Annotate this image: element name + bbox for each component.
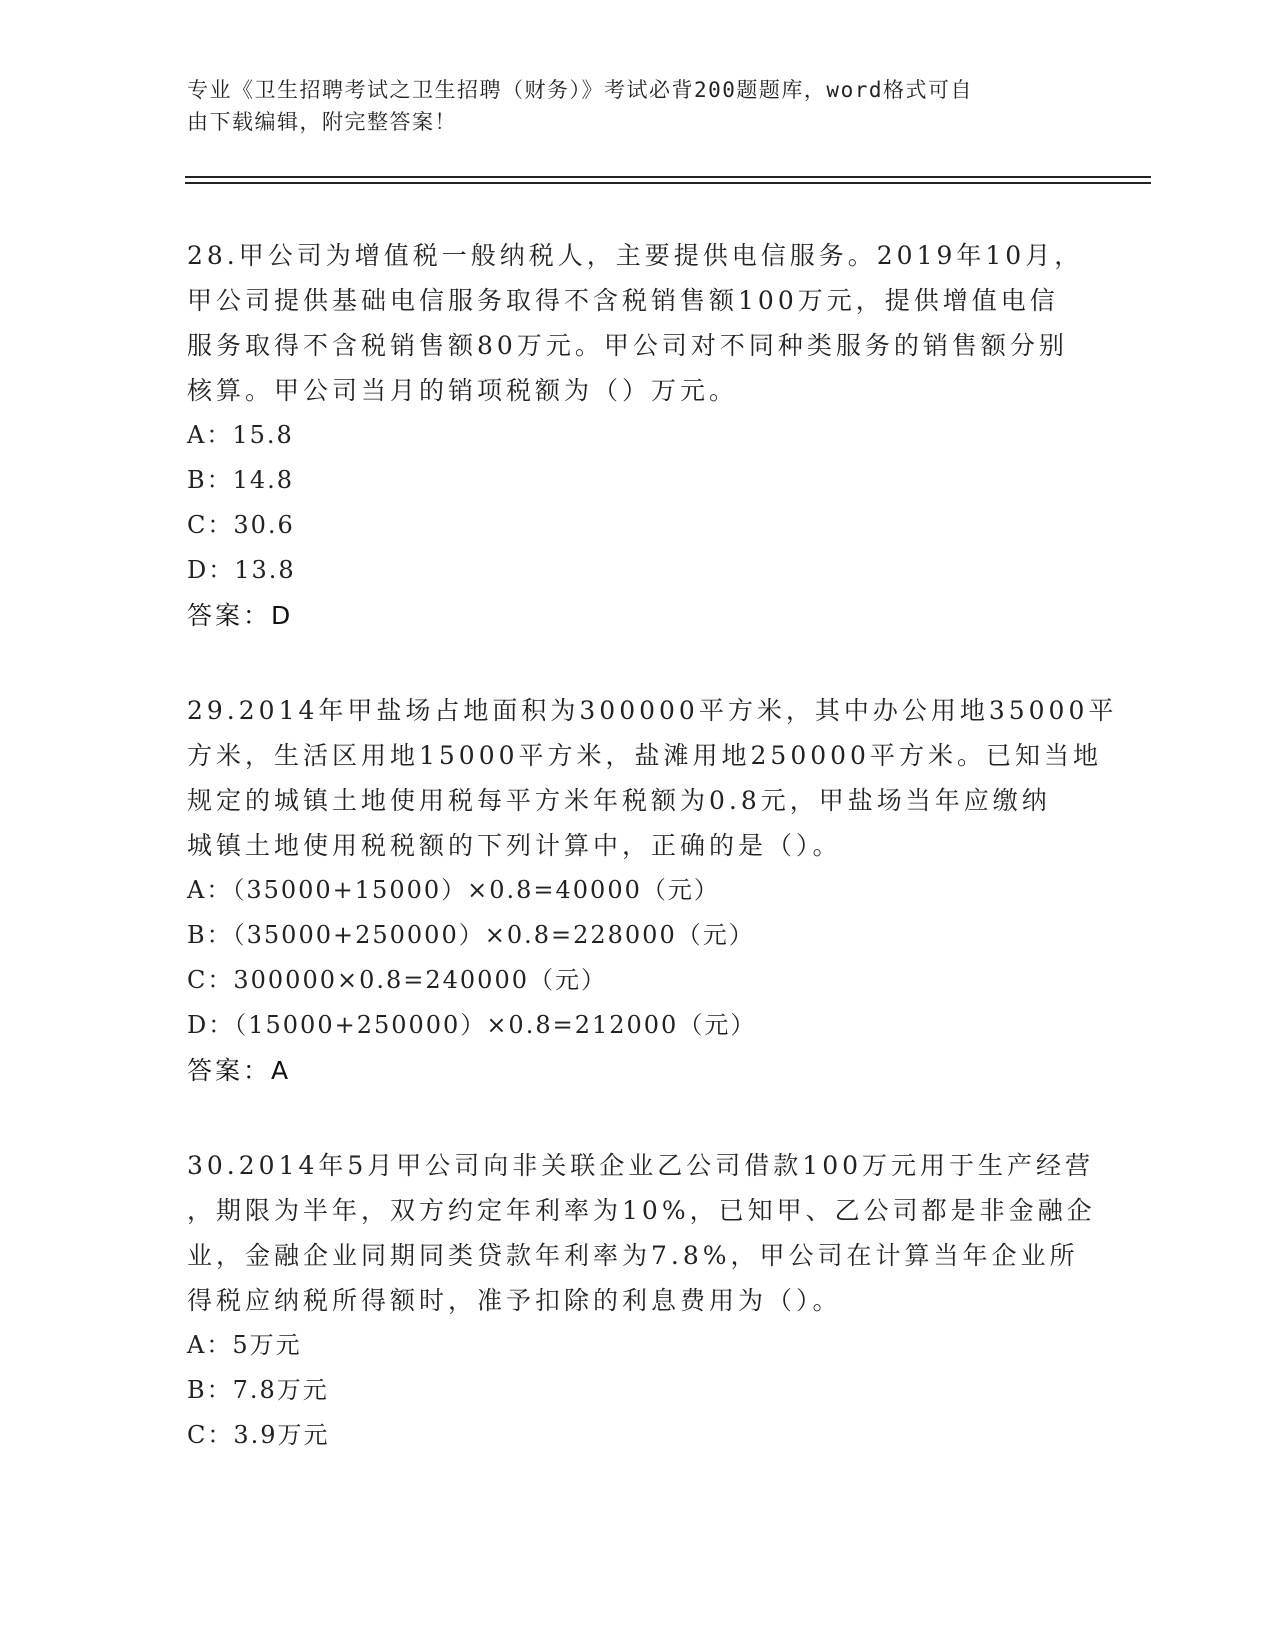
option-a: A：（35000+15000）×0.8=40000（元）: [187, 876, 720, 904]
question-29: [187, 688, 1118, 1093]
answer-label: 答案：D: [187, 601, 294, 630]
document-header: [187, 74, 1087, 138]
stem-line: 得税应纳税所得额时，准予扣除的利息费用为（）。: [187, 1286, 842, 1315]
stem-line: 业，金融企业同期同类贷款年利率为7.8%，甲公司在计算当年企业所: [187, 1241, 1079, 1270]
stem-line: 甲公司提供基础电信服务取得不含税销售额100万元，提供增值电信: [187, 286, 1059, 315]
stem-line: 28.甲公司为增值税一般纳税人，主要提供电信服务。2019年10月，: [187, 241, 1084, 270]
header-divider-bottom: [185, 182, 1151, 184]
stem-line: 城镇土地使用税税额的下列计算中，正确的是（）。: [187, 831, 842, 860]
question-stem: [187, 688, 1118, 868]
stem-line: 29.2014年甲盐场占地面积为300000平方米，其中办公用地35000平: [187, 696, 1118, 725]
option-d: D：13.8: [187, 556, 296, 584]
option-a: A：5万元: [187, 1331, 302, 1359]
answer-label: 答案：A: [187, 1056, 292, 1085]
option-c: C：300000×0.8=240000（元）: [187, 966, 607, 994]
question-stem: [187, 1143, 1096, 1323]
stem-line: ，期限为半年，双方约定年利率为10%，已知甲、乙公司都是非金融企: [187, 1196, 1096, 1225]
stem-line: 30.2014年5月甲公司向非关联企业乙公司借款100万元用于生产经营: [187, 1151, 1095, 1180]
stem-line: 规定的城镇土地使用税每平方米年税额为0.8元，甲盐场当年应缴纳: [187, 786, 1051, 815]
question-28: [187, 233, 1087, 638]
option-b: B：14.8: [187, 466, 295, 494]
stem-line: 方米，生活区用地15000平方米，盐滩用地250000平方米。已知当地: [187, 741, 1102, 770]
option-b: B：7.8万元: [187, 1376, 329, 1404]
stem-line: 服务取得不含税销售额80万元。甲公司对不同种类服务的销售额分别: [187, 331, 1068, 360]
option-d: D：（15000+250000）×0.8=212000（元）: [187, 1011, 757, 1039]
question-stem: [187, 233, 1087, 413]
header-divider-top: [185, 176, 1151, 178]
option-c: C：3.9万元: [187, 1421, 330, 1449]
header-line-1: 专业《卫生招聘考试之卫生招聘（财务）》考试必背200题题库，word格式可自: [187, 78, 973, 102]
stem-line: 核算。甲公司当月的销项税额为（）万元。: [187, 376, 739, 405]
question-30: [187, 1143, 1096, 1458]
header-line-2: 由下载编辑，附完整答案！: [187, 110, 457, 134]
option-c: C：30.6: [187, 511, 295, 539]
option-a: A：15.8: [187, 421, 294, 449]
option-b: B：（35000+250000）×0.8=228000（元）: [187, 921, 755, 949]
